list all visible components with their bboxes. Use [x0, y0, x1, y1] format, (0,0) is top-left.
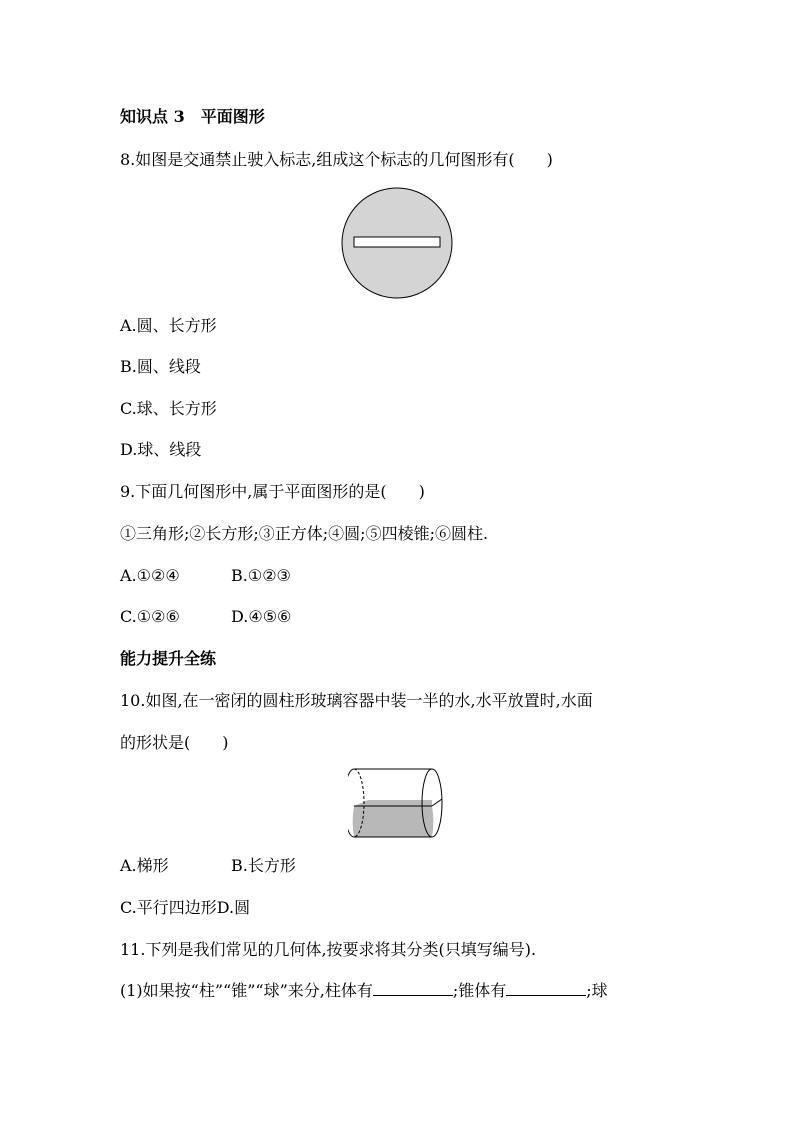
no-entry-sign-figure	[340, 187, 456, 303]
q10-option-d: D.圆	[216, 898, 251, 917]
q9-option-b: B.①②③	[231, 566, 291, 585]
q9-options-row-1	[120, 565, 420, 587]
sign-bar	[354, 237, 440, 247]
q10-option-a: A.梯形	[120, 856, 169, 875]
cylinder-container-figure	[348, 766, 444, 842]
question-9-stem: 9.下面几何图形中,属于平面图形的是( )	[120, 482, 425, 501]
q10-options-row-2	[120, 897, 250, 919]
question-10-stem-line-1: 10.如图,在一密闭的圆柱形玻璃容器中装一半的水,水平放置时,水面	[120, 691, 593, 710]
section-heading-plane-figures: 知识点 3 平面图形	[120, 107, 265, 126]
q11-part1-text-c: ;球	[586, 981, 608, 1000]
q8-option-c: C.球、长方形	[120, 399, 217, 418]
question-10-stem-line-2: 的形状是( )	[120, 733, 229, 752]
question-11-stem: 11.下列是我们常见的几何体,按要求将其分类(只填写编号).	[120, 940, 537, 959]
q9-options-row-2	[120, 606, 420, 628]
question-9-items: ①三角形;②长方形;③正方体;④圆;⑤四棱锥;⑥圆柱.	[120, 524, 489, 543]
q9-option-c: C.①②⑥	[120, 607, 180, 626]
q10-option-b: B.长方形	[231, 856, 296, 875]
q9-option-d: D.④⑤⑥	[231, 607, 292, 626]
q8-option-d: D.球、线段	[120, 440, 202, 459]
question-8-stem: 8.如图是交通禁止驶入标志,组成这个标志的几何图形有( )	[120, 150, 553, 169]
water-surface	[354, 800, 432, 806]
q11-part1-text-a: (1)如果按“柱”“锥”“球”来分,柱体有	[120, 981, 373, 1000]
water-volume	[353, 806, 434, 837]
q9-option-a: A.①②④	[120, 566, 180, 585]
q11-part1-text-b: ;锥体有	[452, 981, 507, 1000]
section-heading-ability: 能力提升全练	[120, 649, 217, 668]
q10-option-c: C.平行四边形	[120, 898, 217, 917]
q10-options-row-1	[120, 855, 420, 877]
q8-option-a: A.圆、长方形	[120, 316, 217, 335]
answer-blank-cones[interactable]	[506, 980, 586, 996]
water-line-slant	[432, 799, 442, 806]
question-11-part-1	[120, 980, 608, 1002]
q8-option-b: B.圆、线段	[120, 357, 201, 376]
answer-blank-prisms[interactable]	[373, 980, 453, 996]
